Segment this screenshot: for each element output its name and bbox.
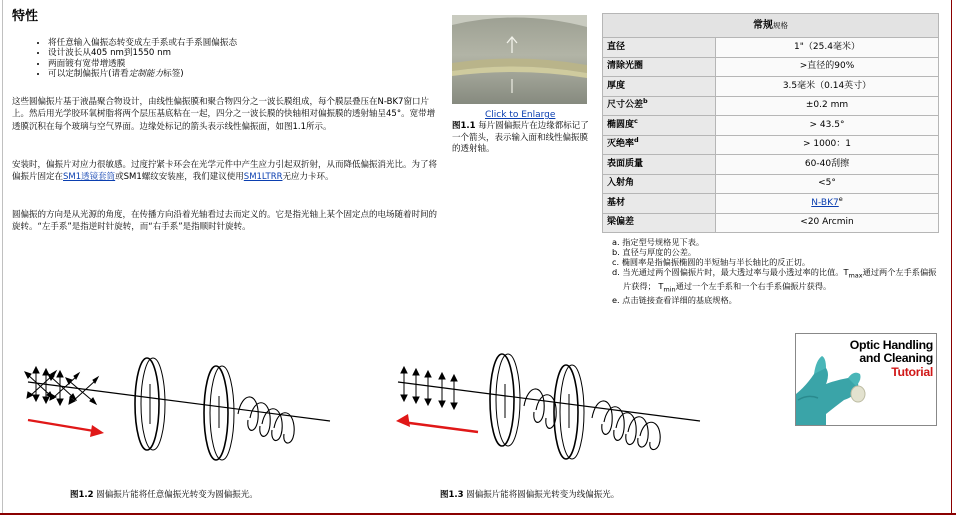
tutorial-title-line: and Cleaning — [859, 351, 933, 366]
spec-value: <5° — [716, 174, 939, 194]
footnote-marker: d — [634, 136, 639, 145]
spec-value: 1"（25.4毫米） — [716, 38, 939, 58]
figure-1-3-caption-text: 圆偏振片能将圆偏振光转变为线偏振光。 — [463, 490, 620, 500]
feature-list — [16, 38, 416, 80]
footnote-item: e. 点击链接查看详细的基底规格。 — [612, 294, 737, 305]
propagation-arrow-head — [396, 414, 410, 427]
spec-table — [602, 13, 939, 233]
footnote-item: c. 椭圆率是指偏振椭圆的半短轴与半长轴比的反正切。 — [612, 257, 811, 268]
spec-value: > 1000：1 — [716, 135, 939, 155]
waveplate-disc-edge — [496, 354, 520, 446]
spec-label — [603, 96, 716, 116]
spec-label — [603, 135, 716, 155]
figure-1-3-label: 图1.3 — [440, 490, 464, 500]
feature-item — [48, 59, 416, 69]
spec-row — [603, 135, 939, 155]
feature-text: 可以定制偏振片(请看 — [48, 69, 129, 80]
quarter-wave-disc-edge — [210, 366, 234, 460]
linear-polarizer-disc — [135, 358, 159, 450]
mounting-text: 安装时，偏振片对应力很敏感。过度拧紧卡环会在光学元件中产生应力引起双折射，从而降低偏振消光比。为了将偏振片固定在 — [12, 160, 438, 183]
spec-value: <20 Arcmin — [716, 213, 939, 233]
spec-value — [716, 194, 939, 214]
polarizer-edge-photo[interactable] — [452, 15, 587, 104]
spec-value: 60-40刮擦 — [716, 155, 939, 175]
polarizer-disc — [554, 365, 578, 459]
spec-header-row — [603, 14, 939, 38]
spec-row — [603, 57, 939, 77]
n-bk7-link[interactable]: N-BK7 — [811, 197, 839, 208]
sm1-lens-tube-link[interactable]: SM1透镜套筒 — [63, 172, 116, 183]
spec-row — [603, 194, 939, 214]
spec-row — [603, 213, 939, 233]
footnote-marker: b — [643, 97, 648, 106]
spec-label: 梁偏差 — [603, 213, 716, 233]
page-left-border — [2, 0, 3, 515]
spec-title-main: 常规 — [753, 20, 773, 31]
spec-table-title — [603, 14, 939, 38]
feature-item — [48, 38, 416, 48]
spec-row — [603, 77, 939, 97]
spec-value: ±0.2 mm — [716, 96, 939, 116]
figure-1-2-caption — [70, 489, 258, 501]
spec-title-small: 规格 — [773, 21, 788, 30]
propagation-arrow — [28, 420, 100, 432]
description-paragraph: 这些圆偏振片基于液晶聚合物设计，由线性偏振膜和聚合物四分之一波长膜组成，每个膜层叠压在N-BK7窗口片上。然后用光学胶环氧树脂将两个层压基底粘在一起，四分之一波长膜的快轴相对偏振膜的透射轴呈45°。宽带增透膜沉积在每个玻璃与空气界面。边缘处标记的箭头表示线性偏振面，如图1.1所示。 — [12, 97, 436, 132]
spec-row — [603, 155, 939, 175]
intermediate-helix — [524, 389, 556, 428]
sm1ltrr-link[interactable]: SM1LTRR — [243, 172, 283, 183]
quarter-wave-disc — [204, 366, 228, 460]
spec-row — [603, 38, 939, 58]
propagation-arrow-head — [90, 425, 104, 437]
spec-label-text: 尺寸公差 — [607, 100, 644, 111]
feature-text: 设计波长从405 nm到1550 nm — [48, 48, 171, 59]
spec-row — [603, 116, 939, 136]
waveplate-disc — [490, 354, 514, 446]
spec-label-text: 椭圆度 — [607, 119, 635, 130]
spec-label — [603, 116, 716, 136]
spec-row — [603, 96, 939, 116]
linear-polarizer-disc-edge — [141, 358, 165, 450]
spec-value: 3.5毫米（0.14英寸） — [716, 77, 939, 97]
footnote-text: 通过两个左手系偏振片获得； T — [623, 267, 937, 292]
spec-label: 表面质量 — [603, 155, 716, 175]
figure-1-3-caption — [440, 489, 619, 501]
spec-label-text: 灭绝率 — [607, 139, 635, 150]
footnote-item: a. 指定型号规格见下表。 — [612, 237, 705, 247]
mounting-text: 无应力卡环。 — [282, 172, 334, 183]
feature-text: 两面镀有宽带增透膜 — [48, 58, 126, 69]
footnote-marker: e — [838, 194, 843, 203]
spec-label: 厚度 — [603, 77, 716, 97]
footnote-marker: c — [634, 116, 638, 125]
tutorial-title-line: Tutorial — [891, 364, 933, 379]
handedness-paragraph: 圆偏振的方向是从光源的角度，在传播方向沿着光轴看过去而定义的。它是指光轴上某个固定点的电场随着时间的旋转。“左手系”是指逆时针旋转，而“右手系”是指顺时针旋转。 — [12, 210, 438, 233]
figure-1-1-caption — [452, 121, 590, 156]
tutorial-title-line: Optic Handling — [849, 338, 933, 352]
polarizer-photo-image — [452, 15, 587, 104]
tutorial-title — [850, 339, 933, 379]
spec-footnotes — [612, 237, 942, 305]
figure-1-1-label: 图1.1 — [452, 121, 476, 131]
circular-polarization-helix — [238, 397, 294, 443]
spec-value: > 43.5° — [716, 116, 939, 136]
optic-handling-tutorial-banner[interactable] — [795, 333, 937, 426]
mounting-text: 或SM1螺纹安装座，我们建议使用 — [115, 172, 244, 183]
propagation-arrow — [402, 422, 478, 432]
figure-1-2-label: 图1.2 — [70, 490, 94, 500]
feature-text: 标签) — [163, 69, 184, 80]
figure-1-3-diagram — [390, 348, 710, 474]
section-title: 特性 — [12, 9, 39, 24]
feature-item — [48, 48, 416, 58]
figure-1-2-caption-text: 圆偏振片能将任意偏振光转变为圆偏振光。 — [93, 490, 258, 500]
footnote-text: d. 当光通过两个圆偏振片时，最大透过率与最小透过率的比值。T — [612, 267, 849, 278]
footnote-subscript: min — [663, 285, 676, 294]
figure-1-1-caption-text: 每片圆偏振片在边缘都标记了一个箭头，表示输入面和线性偏振膜的透射轴。 — [452, 121, 589, 155]
footnote-item — [612, 267, 942, 294]
spec-row — [603, 174, 939, 194]
footnote-subscript: max — [848, 271, 863, 280]
spec-label: 清除光圈 — [603, 57, 716, 77]
click-to-enlarge-link[interactable]: Click to Enlarge — [485, 110, 556, 120]
polarizer-disc-edge — [560, 365, 584, 459]
spec-label: 入射角 — [603, 174, 716, 194]
spec-value: >直径的90% — [716, 57, 939, 77]
mounting-paragraph — [12, 159, 438, 184]
custom-capability-ref: 定制能力 — [128, 69, 164, 80]
footnote-text: 通过一个左手系和一个右手系偏振片获得。 — [675, 281, 832, 292]
spec-label: 基材 — [603, 194, 716, 214]
footnote-item: b. 直径与厚度的公差。 — [612, 247, 697, 258]
page-right-border — [951, 0, 952, 515]
spec-label: 直径 — [603, 38, 716, 58]
feature-item — [48, 69, 416, 79]
feature-text: 将任意输入偏振态转变成左手系或右手系圆偏振态 — [48, 38, 238, 48]
random-polarization-arrows — [25, 367, 98, 405]
figure-1-2-diagram — [20, 348, 340, 474]
